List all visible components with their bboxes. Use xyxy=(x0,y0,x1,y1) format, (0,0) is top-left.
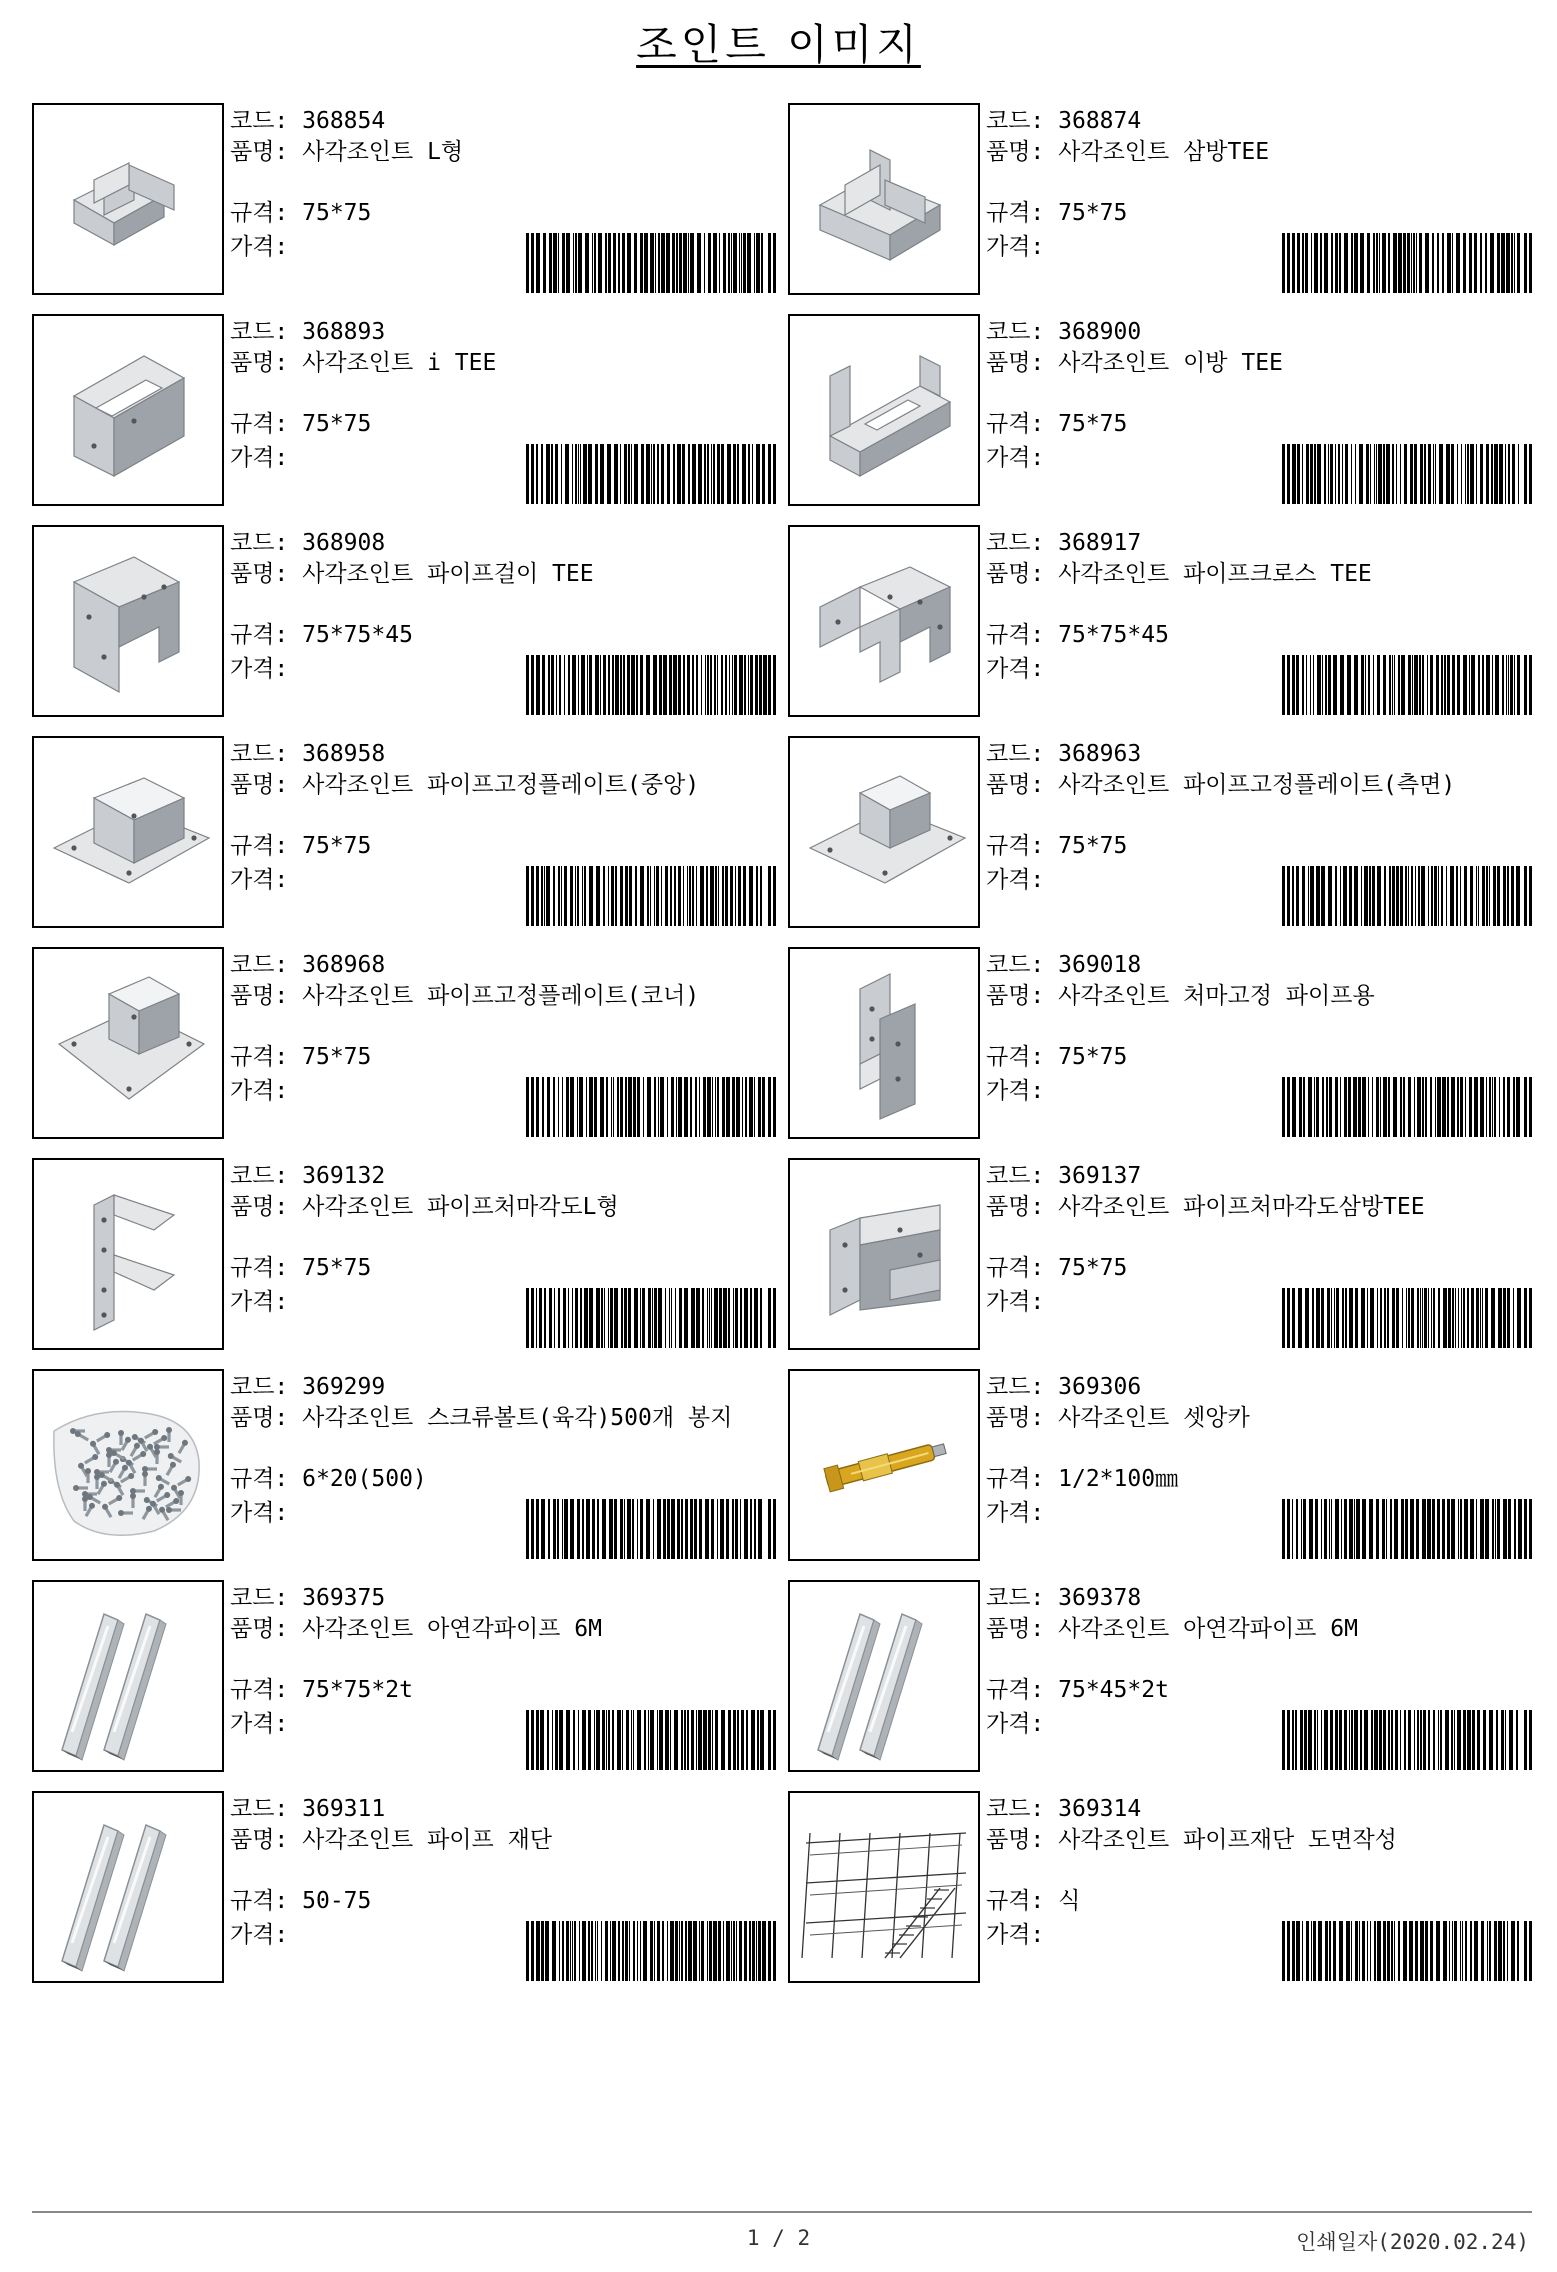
product-spec: 규격: 75*75 xyxy=(230,1255,372,1281)
product-thumbnail xyxy=(32,103,224,295)
product-thumbnail xyxy=(788,103,980,295)
product-code: 코드: 369314 xyxy=(986,1796,1142,1822)
two-way-tee-icon xyxy=(790,316,978,504)
product-price: 가격: xyxy=(986,867,1045,893)
product-card xyxy=(32,1791,792,1983)
barcode-image xyxy=(1282,444,1532,504)
three-way-tee-icon xyxy=(790,105,978,293)
product-card xyxy=(32,736,792,928)
product-code: 코드: 369378 xyxy=(986,1585,1142,1611)
eave-angle-tee-icon xyxy=(790,1160,978,1348)
product-name: 품명: 사각조인트 파이프 재단 xyxy=(230,1827,553,1853)
product-price: 가격: xyxy=(986,1711,1045,1737)
product-code: 코드: 369132 xyxy=(230,1163,386,1189)
product-spec: 규격: 1/2*100㎜ xyxy=(986,1466,1179,1492)
square-pipe-icon xyxy=(790,1582,978,1770)
product-price: 가격: xyxy=(986,1078,1045,1104)
product-spec: 규격: 75*75*45 xyxy=(986,622,1169,648)
pipe-cross-tee-icon xyxy=(790,527,978,715)
product-spec: 규격: 6*20(500) xyxy=(230,1466,427,1492)
barcode-image xyxy=(1282,655,1532,715)
product-price: 가격: xyxy=(230,1289,289,1315)
product-spec: 규격: 75*75 xyxy=(986,411,1128,437)
product-name: 품명: 사각조인트 파이프고정플레이트(중앙) xyxy=(230,772,700,798)
product-card xyxy=(788,736,1548,928)
product-name: 품명: 사각조인트 파이프재단 도면작성 xyxy=(986,1827,1397,1853)
product-code: 코드: 369299 xyxy=(230,1374,386,1400)
product-thumbnail xyxy=(788,1369,980,1561)
page-number: 1 / 2 xyxy=(746,2226,811,2250)
product-card xyxy=(788,314,1548,506)
product-thumbnail xyxy=(788,947,980,1139)
square-pipe-icon xyxy=(34,1793,222,1981)
product-spec: 규격: 75*45*2t xyxy=(986,1677,1169,1703)
product-code: 코드: 369311 xyxy=(230,1796,386,1822)
product-thumbnail xyxy=(788,736,980,928)
barcode-image xyxy=(1282,866,1532,926)
product-spec: 규격: 75*75 xyxy=(986,200,1128,226)
barcode-image xyxy=(1282,1921,1532,1981)
footer-divider xyxy=(32,2211,1532,2213)
product-price: 가격: xyxy=(230,1922,289,1948)
product-code: 코드: 368874 xyxy=(986,108,1142,134)
base-plate-center-icon xyxy=(34,738,222,926)
product-thumbnail xyxy=(32,314,224,506)
product-price: 가격: xyxy=(230,1500,289,1526)
product-thumbnail xyxy=(32,736,224,928)
barcode-image xyxy=(1282,1288,1532,1348)
base-plate-side-icon xyxy=(790,738,978,926)
product-spec: 규격: 75*75*45 xyxy=(230,622,413,648)
product-thumbnail xyxy=(788,1158,980,1350)
product-name: 품명: 사각조인트 처마고정 파이프용 xyxy=(986,983,1375,1009)
print-date: 인쇄일자(2020.02.24) xyxy=(1296,2230,1529,2254)
product-name: 품명: 사각조인트 스크류볼트(육각)500개 봉지 xyxy=(230,1405,733,1431)
product-code: 코드: 369137 xyxy=(986,1163,1142,1189)
product-spec: 규격: 75*75 xyxy=(230,1044,372,1070)
product-name: 품명: 사각조인트 이방 TEE xyxy=(986,350,1283,376)
product-thumbnail xyxy=(788,314,980,506)
product-name: 품명: 사각조인트 파이프걸이 TEE xyxy=(230,561,594,587)
product-price: 가격: xyxy=(230,867,289,893)
product-price: 가격: xyxy=(986,656,1045,682)
product-price: 가격: xyxy=(230,445,289,471)
anchor-bolt-icon xyxy=(790,1371,978,1559)
barcode-image xyxy=(526,866,776,926)
product-code: 코드: 368968 xyxy=(230,952,386,978)
product-thumbnail xyxy=(788,525,980,717)
product-thumbnail xyxy=(32,525,224,717)
product-name: 품명: 사각조인트 i TEE xyxy=(230,350,497,376)
product-code: 코드: 368908 xyxy=(230,530,386,556)
product-card xyxy=(788,525,1548,717)
product-price: 가격: xyxy=(230,234,289,260)
screw-bag-icon xyxy=(34,1371,222,1559)
barcode-image xyxy=(526,444,776,504)
product-code: 코드: 369018 xyxy=(986,952,1142,978)
product-card xyxy=(32,947,792,1139)
product-code: 코드: 369375 xyxy=(230,1585,386,1611)
product-price: 가격: xyxy=(986,1922,1045,1948)
barcode-image xyxy=(1282,233,1532,293)
product-thumbnail xyxy=(32,947,224,1139)
product-name: 품명: 사각조인트 삼방TEE xyxy=(986,139,1270,165)
product-spec: 규격: 75*75 xyxy=(986,833,1128,859)
product-price: 가격: xyxy=(230,1711,289,1737)
l-joint-icon xyxy=(34,105,222,293)
barcode-image xyxy=(526,1921,776,1981)
product-name: 품명: 사각조인트 파이프고정플레이트(코너) xyxy=(230,983,700,1009)
square-pipe-icon xyxy=(34,1582,222,1770)
product-code: 코드: 368900 xyxy=(986,319,1142,345)
product-thumbnail xyxy=(32,1158,224,1350)
product-spec: 규격: 75*75*2t xyxy=(230,1677,413,1703)
product-price: 가격: xyxy=(986,1289,1045,1315)
barcode-image xyxy=(526,1710,776,1770)
product-spec: 규격: 75*75 xyxy=(986,1044,1128,1070)
product-name: 품명: 사각조인트 파이프처마각도L형 xyxy=(230,1194,619,1220)
barcode-image xyxy=(1282,1077,1532,1137)
product-card xyxy=(32,103,792,295)
base-plate-corner-icon xyxy=(34,949,222,1137)
product-name: 품명: 사각조인트 셋앙카 xyxy=(986,1405,1250,1431)
product-code: 코드: 369306 xyxy=(986,1374,1142,1400)
product-spec: 규격: 식 xyxy=(986,1888,1081,1914)
barcode-image xyxy=(1282,1710,1532,1770)
product-code: 코드: 368893 xyxy=(230,319,386,345)
pipe-hanger-tee-icon xyxy=(34,527,222,715)
product-name: 품명: 사각조인트 파이프처마각도삼방TEE xyxy=(986,1194,1425,1220)
product-card xyxy=(788,103,1548,295)
barcode-image xyxy=(526,1077,776,1137)
product-spec: 규격: 75*75 xyxy=(230,833,372,859)
product-price: 가격: xyxy=(986,1500,1045,1526)
product-code: 코드: 368854 xyxy=(230,108,386,134)
product-code: 코드: 368958 xyxy=(230,741,386,767)
product-card xyxy=(788,1369,1548,1561)
product-name: 품명: 사각조인트 L형 xyxy=(230,139,464,165)
product-name: 품명: 사각조인트 파이프고정플레이트(측면) xyxy=(986,772,1456,798)
barcode-image xyxy=(526,1288,776,1348)
product-card xyxy=(788,1158,1548,1350)
product-card xyxy=(32,1369,792,1561)
product-spec: 규격: 75*75 xyxy=(986,1255,1128,1281)
product-card xyxy=(32,525,792,717)
product-code: 코드: 368917 xyxy=(986,530,1142,556)
product-price: 가격: xyxy=(986,234,1045,260)
product-name: 품명: 사각조인트 파이프크로스 TEE xyxy=(986,561,1372,587)
product-card xyxy=(32,1158,792,1350)
product-thumbnail xyxy=(788,1791,980,1983)
eave-angle-l-icon xyxy=(34,1160,222,1348)
product-card xyxy=(32,1580,792,1772)
product-card xyxy=(788,947,1548,1139)
page-title: 조인트 이미지 xyxy=(636,20,921,69)
product-card xyxy=(32,314,792,506)
barcode-image xyxy=(526,233,776,293)
product-thumbnail xyxy=(32,1791,224,1983)
product-card xyxy=(788,1791,1548,1983)
product-name: 품명: 사각조인트 아연각파이프 6M xyxy=(986,1616,1358,1642)
product-spec: 규격: 75*75 xyxy=(230,411,372,437)
product-thumbnail xyxy=(32,1369,224,1561)
product-spec: 규격: 75*75 xyxy=(230,200,372,226)
product-price: 가격: xyxy=(230,1078,289,1104)
product-spec: 규격: 50-75 xyxy=(230,1888,372,1914)
eave-bracket-icon xyxy=(790,949,978,1137)
product-card xyxy=(788,1580,1548,1772)
product-thumbnail xyxy=(788,1580,980,1772)
product-price: 가격: xyxy=(986,445,1045,471)
product-price: 가격: xyxy=(230,656,289,682)
product-name: 품명: 사각조인트 아연각파이프 6M xyxy=(230,1616,602,1642)
barcode-image xyxy=(1282,1499,1532,1559)
product-code: 코드: 368963 xyxy=(986,741,1142,767)
barcode-image xyxy=(526,655,776,715)
barcode-image xyxy=(526,1499,776,1559)
frame-drawing-icon xyxy=(790,1793,978,1981)
product-thumbnail xyxy=(32,1580,224,1772)
i-tee-icon xyxy=(34,316,222,504)
